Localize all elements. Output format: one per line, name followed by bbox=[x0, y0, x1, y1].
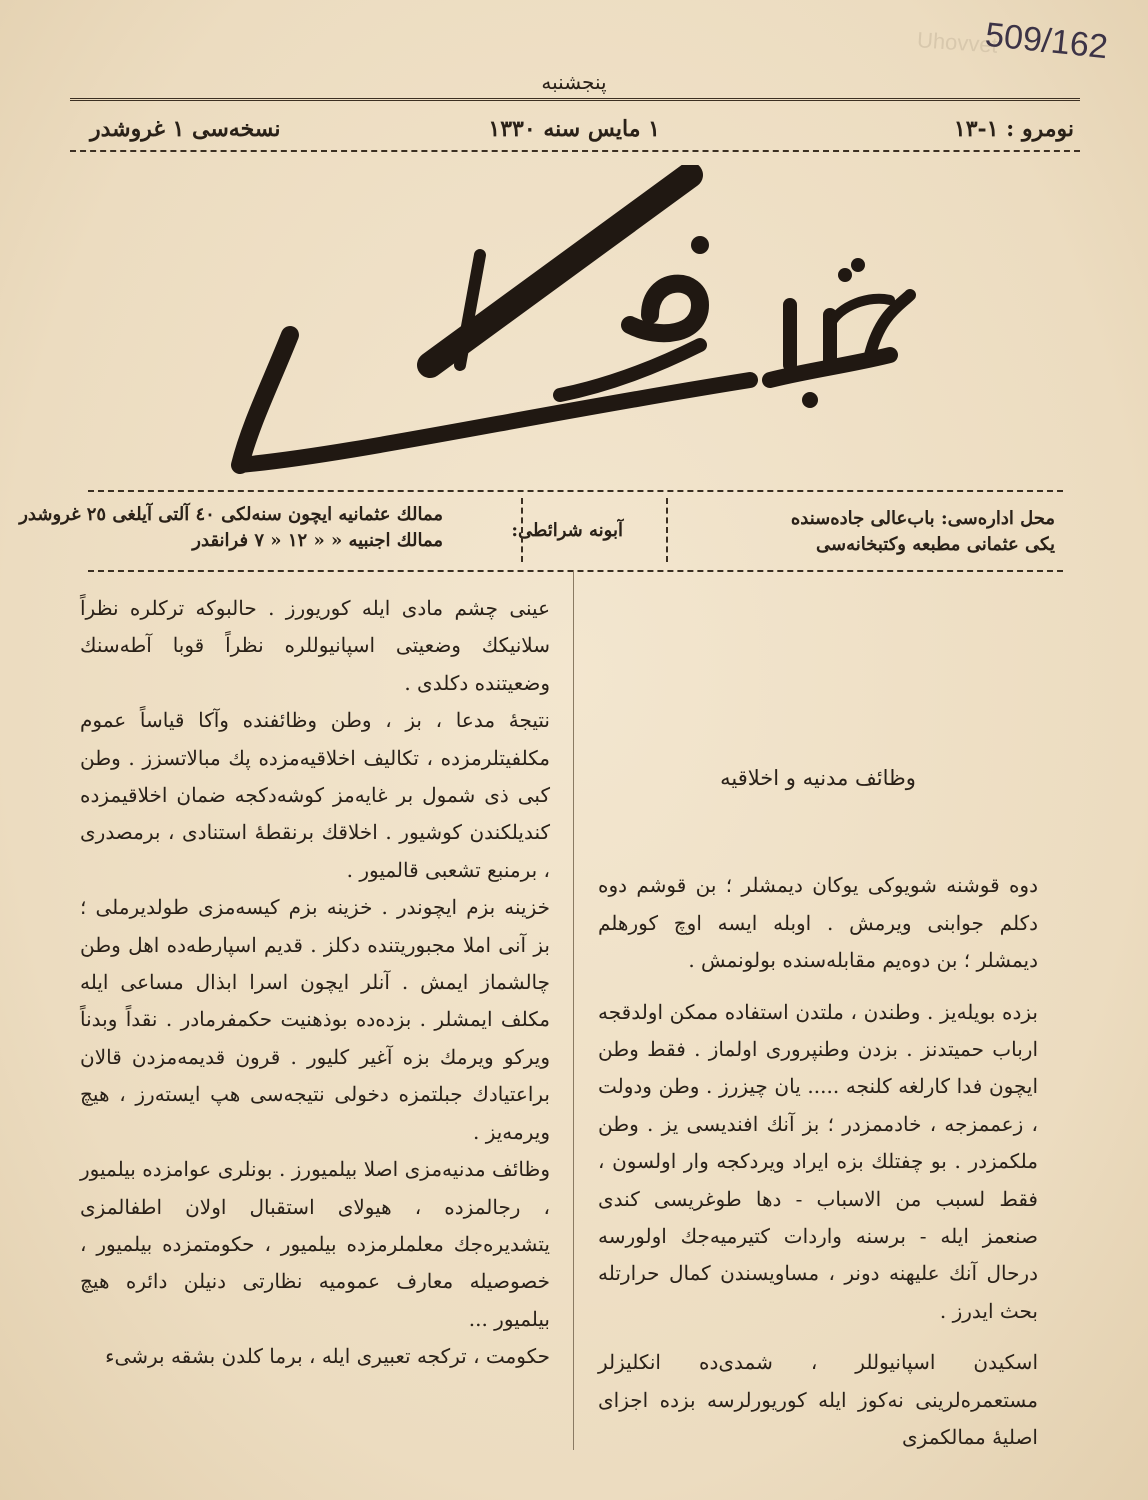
article-paragraph: دوه قوشنه شويوكی يوكان ديمشلر ؛ بن قوشم دوه دكلم جوابنی ويرمش . اوبله ايسه اوچ كورهلم ديمشلر ؛ بن دوه‌يم مقابله‌سنده بولونمش . bbox=[598, 873, 1038, 973]
info-separator-1 bbox=[666, 498, 668, 562]
article-left-column bbox=[80, 590, 550, 1376]
article-right-column bbox=[598, 760, 1038, 1457]
day-name: پنجشنبه bbox=[541, 70, 607, 94]
column-separator bbox=[573, 570, 574, 1450]
article-paragraph: حكومت ، تركجه تعبيری ايله ، برما كلدن بشقه برشیء bbox=[105, 1344, 550, 1369]
subscription-label: آبونه شرائطی: bbox=[511, 520, 623, 541]
rate-foreign: ممالك اجنبيه « « ١٢ « ٧ فرانقدر bbox=[192, 530, 443, 551]
office-line-2: يكی عثمانی مطبعه وكتبخانه‌سی bbox=[816, 534, 1055, 555]
issue-date: ١ مايس سنه ١٣٣٠ bbox=[488, 116, 660, 142]
article-paragraph: نتيجهٔ مدعا ، بز ، وطن وظائفنده وآكا قياساً عموم مكلفيتلرمزده ، تكاليف اخلاقيه‌مزده پك مبالاتسزز . وطن كبی ذی شمول بر غايه‌مز كوشه‌دكجه ضمان اخلاقيمزده كنديلكندن كوشيور . اخلاقك برنقطهٔ استنادی ، برمصدری ، برمنبع تشعبی قالميور . bbox=[80, 708, 551, 882]
masthead-rule bbox=[70, 150, 1080, 152]
archive-catalog-number: 509/162 bbox=[983, 15, 1110, 67]
office-address bbox=[791, 506, 1055, 558]
archive-faint-note: Uhovvet bbox=[916, 27, 999, 58]
issue-number: نومرو : ١-١٣ bbox=[953, 116, 1074, 142]
info-box bbox=[19, 490, 1063, 572]
office-line-1: محل اداره‌سی: باب‌عالی جاده‌سنده bbox=[790, 508, 1055, 529]
issue-price: نسخه‌سی ١ غروشدر bbox=[90, 116, 281, 142]
article-paragraph: وظائف مدنيه‌مزی اصلا بيلميورز . بونلری عوامزده بيلميور ، رجالمزده ، هيولای استقبال اولان اطفالمزی يتشديره‌جك معلملرمزده بيلميور ، حكومتمزده بيلميور ، خصوصيله معارف عموميه نظارتی دنيلن دائره هيچ بيلميور ... bbox=[80, 1157, 550, 1331]
article-paragraph: اسكيدن اسپانيوللر ، شمدی‌ده انكليزلر مستعمره‌لرينی نه‌كوز ايله كوريورلرسه بزده اجزای اصليهٔ ممالكمزی bbox=[598, 1350, 1038, 1450]
subscription-rates bbox=[19, 502, 443, 554]
info-separator-2 bbox=[521, 498, 523, 562]
article-heading: وظائف مدنيه و اخلاقيه bbox=[720, 766, 916, 790]
article-paragraph: خزينه بزم ايچوندر . خزينه بزم كيسه‌مزی طولديرملی ؛ بز آنی املا مجبوريتنده دكلز . قديم اسپارطه‌ده اهل وطن چالشماز ايمش . آنلر ايچون اسرا ابذال مساعی ايله مكلف ايمشلر . بزده‌ده بوذهنيت حكمفرمادر . نقداً وبدناً ويركو ويرمك بزه آغير كليور . قرون قديمه‌مزدن قالان براعتيادك جبلتمزه دخولی نتيجه‌سی هپ ايسته‌رز ، هيچ ويرمه‌يز . bbox=[80, 895, 550, 1144]
masthead-info-row bbox=[70, 112, 1080, 152]
article-paragraph: بزده بويله‌يز . وطندن ، ملتدن استفاده ممكن اولدقجه ارباب حميتدنز . بزدن وطنپروری اولماز . فقط وطن ايچون فدا كارلغه كلنجه ..... يان چيزرز . وطن ودولت ، زعممزجه ، خادممزدر ؛ بز آنك افنديسی يز . وطن ملكمزدر . بو چفتلك بزه ايراد ويردكجه وار اولسون ، فقط لسبب من الاسباب - دها طوغريسی كندی صنعمز ايله - برسنه واردات كتيرميه‌جك اولورسه درحال آنك عليهنه دونر ، مساويسندن كمال حرارتله بحث ايدرز . bbox=[598, 999, 1038, 1323]
top-rule bbox=[70, 98, 1080, 101]
newspaper-title-logo bbox=[230, 165, 920, 485]
article-paragraph: عينی چشم مادی ايله كوريورز . حالبوكه تركلره نظراً سلانيكك وضعيتی اسپانيوللره نظراً قوبا آطه‌سنك وضعيتنده دكلدی . bbox=[80, 596, 550, 695]
rate-domestic: ممالك عثمانيه ايچون سنه‌لكی ٤٠ آلتی آيلغی ٢٥ غروشدر bbox=[19, 504, 443, 525]
